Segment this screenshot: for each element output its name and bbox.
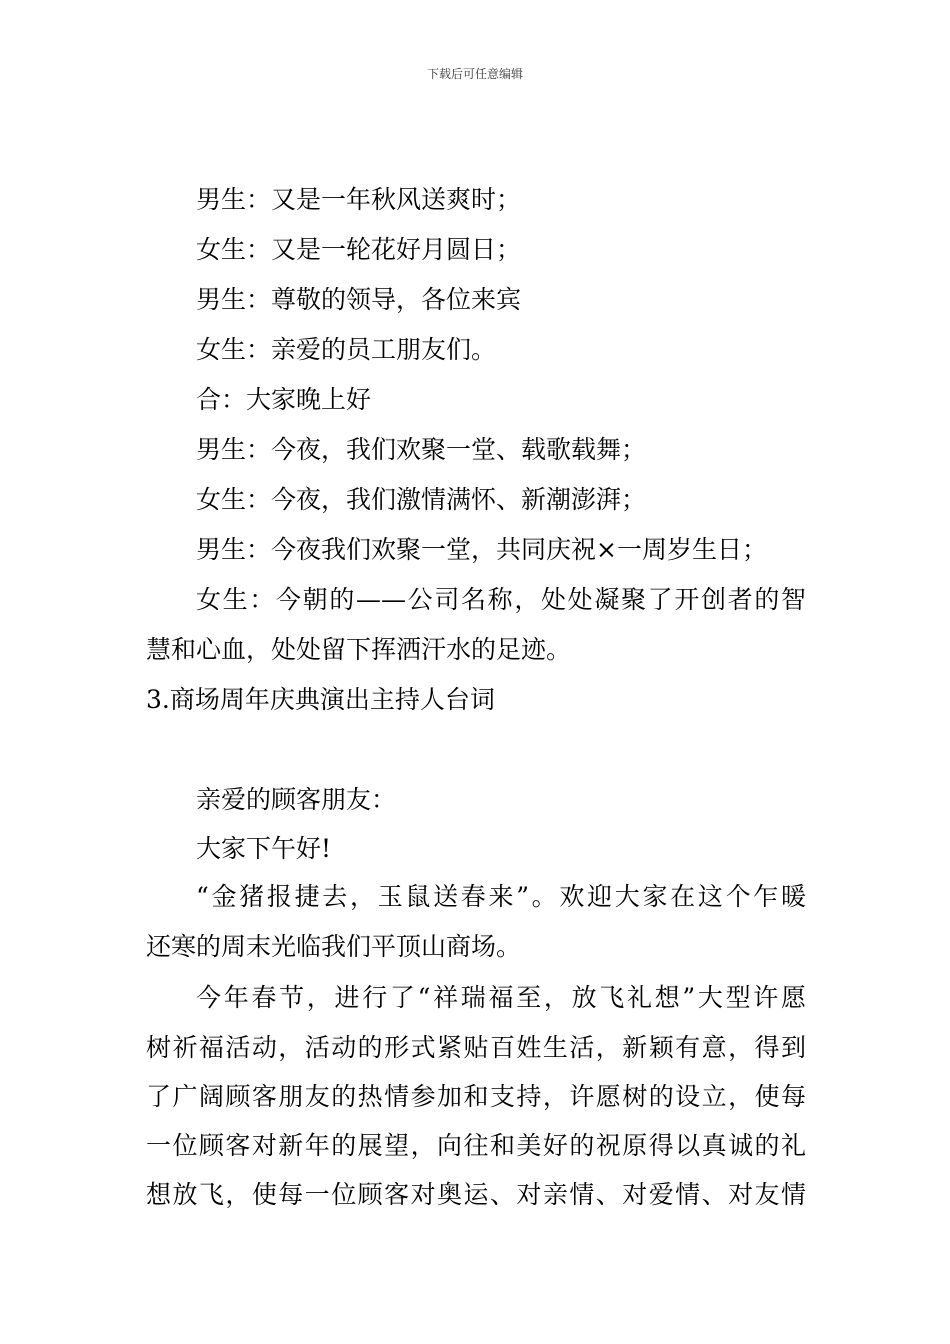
- dialogue-line: 男生：今夜我们欢聚一堂，共同庆祝×一周岁生日；: [196, 535, 767, 564]
- dialogue-line: 女生：今夜，我们激情满怀、新潮澎湃；: [196, 485, 647, 514]
- closing-paragraph-line: 慧和心血，处处留下挥洒汗水的足迹。: [146, 635, 572, 664]
- dialogue-line: 男生：尊敬的领导，各位来宾: [196, 285, 522, 314]
- paragraph-line: 了广阔顾客朋友的热情参加和支持，许愿树的设立，使每: [146, 1082, 806, 1111]
- paragraph-line: 一位顾客对新年的展望，向往和美好的祝原得以真诚的礼: [146, 1131, 806, 1160]
- dialogue-line: 女生：又是一轮花好月圆日；: [196, 235, 522, 264]
- dialogue-line: 合：大家晚上好: [196, 385, 372, 414]
- dialogue-line: 男生：又是一年秋风送爽时；: [196, 185, 522, 214]
- salutation: 大家下午好!: [196, 834, 332, 863]
- closing-paragraph-line: 女生：今朝的——公司名称，处处凝聚了开创者的智: [196, 585, 806, 614]
- dialogue-line: 女生：亲爱的员工朋友们。: [196, 335, 497, 364]
- paragraph-line: “金猪报捷去，玉鼠送春来”。欢迎大家在这个乍暖: [196, 882, 806, 911]
- page-header: 下载后可任意编辑: [426, 67, 523, 81]
- dialogue-line: 男生：今夜，我们欢聚一堂、载歌载舞；: [196, 435, 647, 464]
- section-heading: 3.商场周年庆典演出主持人台词: [146, 685, 495, 714]
- paragraph-line: 想放飞，使每一位顾客对奥运、对亲情、对爱情、对友情: [146, 1180, 806, 1209]
- paragraph-line: 今年春节，进行了“祥瑞福至，放飞礼想”大型许愿: [196, 983, 806, 1012]
- paragraph-line: 还寒的周末光临我们平顶山商场。: [146, 932, 522, 961]
- greeting: 亲爱的顾客朋友：: [196, 785, 397, 814]
- paragraph-line: 树祈福活动，活动的形式紧贴百姓生活，新颖有意，得到: [146, 1033, 806, 1062]
